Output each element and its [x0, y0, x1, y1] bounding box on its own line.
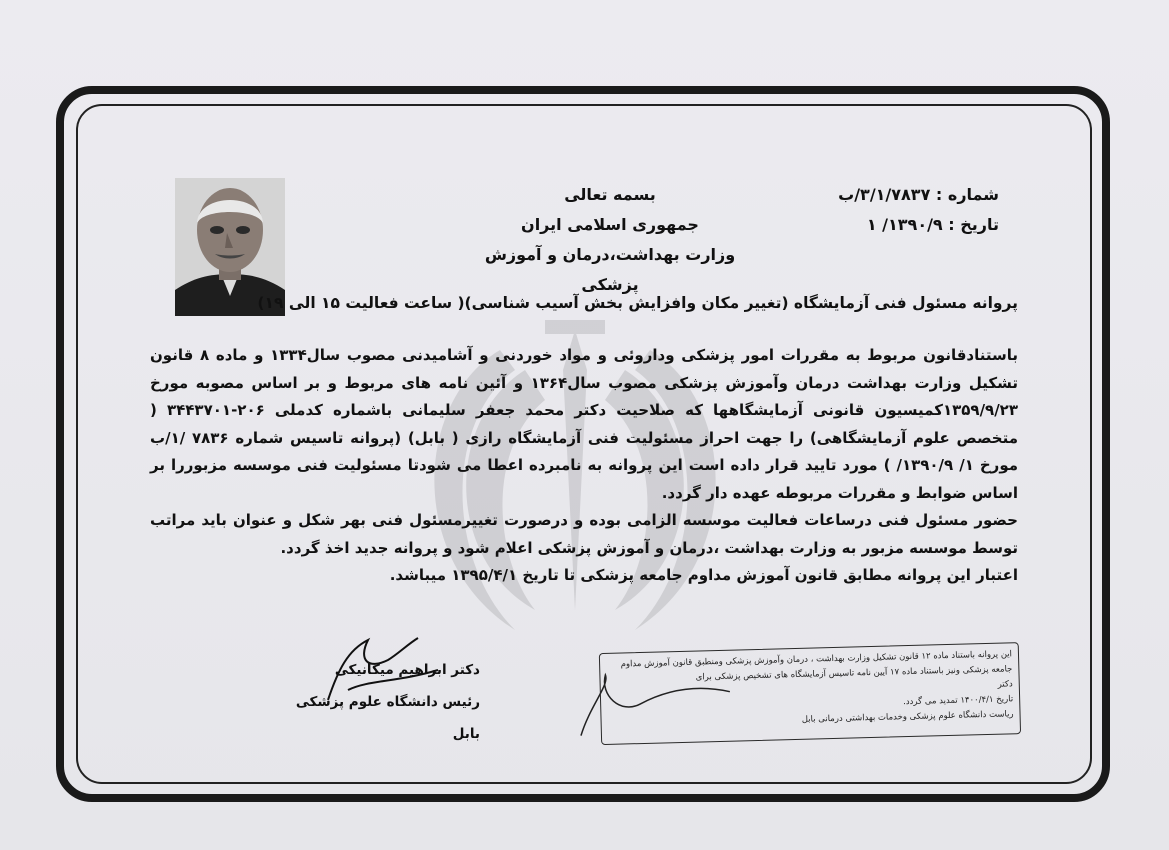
date-label: تاریخ :	[948, 215, 999, 234]
bismillah: بسمه تعالی	[564, 185, 656, 204]
body-paragraph-3: اعتبار این پروانه مطابق قانون آموزش مداوم جامعه پزشکی تا تاریخ ۱۳۹۵/۴/۱ میباشد.	[389, 566, 1018, 584]
signature-block	[290, 630, 480, 742]
date-value: ۱۳۹۰/۹/ ۱	[866, 215, 943, 234]
country-name: جمهوری اسلامی ایران	[521, 215, 699, 234]
reference-date	[739, 210, 999, 240]
signatory-position: رئیس دانشگاه علوم پزشکی بابل	[295, 694, 480, 742]
letterhead	[470, 180, 750, 300]
stamp-line-2: جامعه پزشکی ونیز باستناد ماده ۱۷ آیین نامه تاسیس آزمایشگاه های تشخیص پزشکی برای	[695, 664, 1013, 683]
number-label: شماره :	[935, 185, 999, 204]
document-body	[150, 342, 1018, 590]
body-paragraph-2: حضور مسئول فنی درساعات فعالیت موسسه الزامی بوده و درصورت تغییرمسئول فنی بهر شکل و عنوان باید مراتب توسط موسسه مزبور به وزارت بهداشت ،درمان و آموزش پزشکی اعلام شود و پروانه جدید اخذ گردد.	[150, 511, 1018, 557]
ministry-name: وزارت بهداشت،درمان و آموزش پزشکی	[484, 245, 736, 294]
document-title: پروانه مسئول فنی آزمایشگاه (تغییر مکان وافزایش بخش آسیب شناسی)( ساعت فعالیت ۱۵ الی ۱۹)	[257, 294, 1018, 312]
stamp-line-3: دکتر	[997, 679, 1013, 690]
reference-number	[739, 180, 999, 210]
number-value: ۳/۱/۷۸۳۷/ب	[838, 185, 931, 204]
stamp-text-box	[599, 642, 1021, 745]
stamp-line-4: تاریخ ۱۴۰۰/۴/۱ تمدید می گردد.	[902, 694, 1014, 708]
signatory-name: دکتر ابراهیم میکانیکی	[334, 662, 480, 678]
body-paragraph-1: باستنادقانون مربوط به مقررات امور پزشکی وداروئی و مواد خوردنی و آشامیدنی مصوب سال۱۳۳۴ و ماده ۸ قانون تشکیل وزارت بهداشت درمان وآموزش پزشکی مصوب سال۱۳۶۴ و آئین نامه های مربوط و بر اساس مصوبه مورخ ۱۳۵۹/۹/۲۳کمیسیون قانونی آزمایشگاهها که صلاحیت دکتر محمد جعفر سلیمانی باشماره کدملی ۲۰۶-۳۴۴۳۷۰۱ ( متخصص علوم آزمایشگاهی) را جهت احراز مسئولیت فنی آزمایشگاه رازی ( بابل) (پروانه تاسیس شماره ۷۸۳۶ /۱/ب مورخ ۱/ ۱۳۹۰/۹/ ) مورد تایید قرار داده است این پروانه به نامبرده اعطا می شودتا مسئولیت فنی موسسه مزبوررا بر اساس ضوابط و مقررات مربوطه عهده دار گردد.	[150, 346, 1019, 502]
stamp-line-1: این پروانه باستناد ماده ۱۲ قانون تشکیل وزارت بهداشت ، درمان وآموزش پزشکی ومنطبق قانون آموزش مداوم	[620, 649, 1013, 670]
reference-block	[739, 180, 999, 240]
stamp-line-5: ریاست دانشگاه علوم پزشکی وخدمات بهداشتی درمانی بابل	[801, 709, 1014, 725]
renewal-stamp	[569, 634, 1022, 758]
